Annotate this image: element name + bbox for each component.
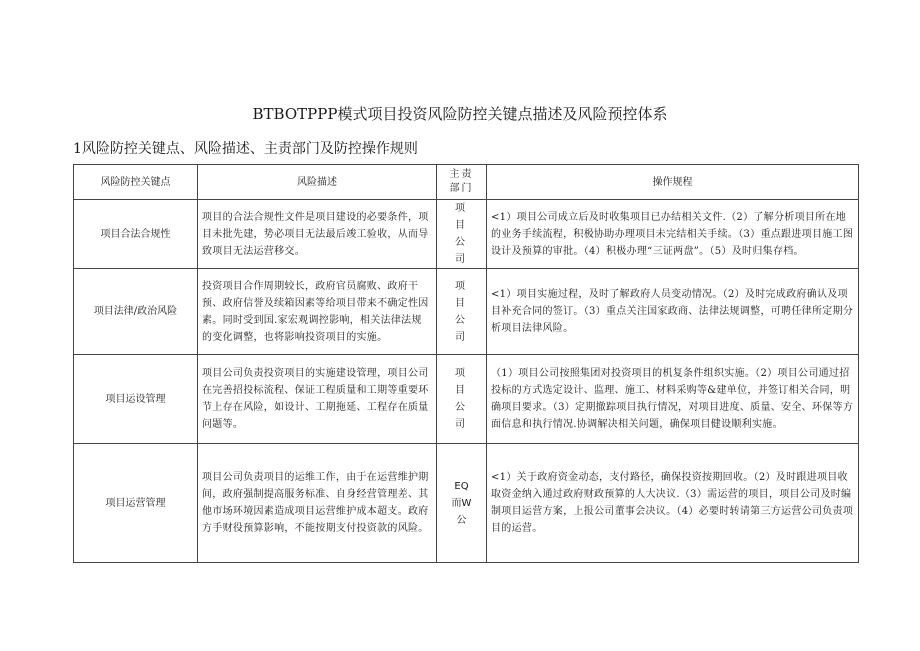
- operation-cell: <1）关于政府资金动态，支付路径，确保投资按期回收。（2）及时跟进项目收取资金纳入通过政府财政预算的人大决议.（3）需运营的项目，项目公司及时编制项目运营方案，上报公司董事会决议。（4）必要时转请第三方运营公司负责项目的运营。: [487, 444, 859, 563]
- key-point-cell: 项目运设管理: [74, 355, 198, 444]
- table-row: [74, 200, 859, 269]
- table-header-row: [74, 165, 859, 200]
- table-row: [74, 444, 859, 563]
- description-cell: 项目的合法合规性文件是项目建设的必要条件，项目未批先建，势必项目无法最后竣工验收，从而导致项目无法运营移交。: [198, 200, 437, 269]
- table-row: [74, 355, 859, 444]
- key-point-cell: 项目合法合规性: [74, 200, 198, 269]
- risk-control-table: [73, 164, 859, 563]
- key-point-cell: 项目法律/政治风险: [74, 269, 198, 355]
- section-heading: 1风险防控关键点、风险描述、主责部门及防控操作规则: [73, 141, 418, 157]
- description-cell: 项目公司负责项目的运维工作，由于在运营维护期间，政府强制提高服务标准、自身经营管理差、其他市场环境因素造成项目运营维护成本超支。政府方手财役预算影响，不能按期支付投资款的风险。: [198, 444, 437, 563]
- department-label: 项目公司: [455, 203, 468, 265]
- department-cell: [437, 269, 487, 355]
- header-key-point: 风险防控关键点: [74, 165, 198, 200]
- description-cell: 项目公司负责投资项目的实施建设管理，项目公司在完善招投标流程、保证工程质量和工期等重要环节上存在风险，如设计、工期拖延、工程存在质量问题等。: [198, 355, 437, 444]
- department-cell: [437, 355, 487, 444]
- department-cell: [437, 200, 487, 269]
- header-department: [437, 165, 487, 200]
- department-label: EQ而W公: [451, 480, 472, 526]
- header-department-label: 主责部门: [449, 169, 474, 194]
- header-operation: 操作规程: [487, 165, 859, 200]
- key-point-cell: 项目运营管理: [74, 444, 198, 563]
- operation-cell: （1）项目公司按照集团对投资项目的机复条件组织实施。（2）项目公司通过招投标的方式选定设计、监理、施工、材料采购等&建单位，并签订相关合同，明确项目要求。（3）定期撤踪项目执行情况，对项目进度、质量、安全、环保等方面信息和执行情况.协调解决相关问题，确保项目健设顺利实施。: [487, 355, 859, 444]
- table-row: [74, 269, 859, 355]
- department-cell: [437, 444, 487, 563]
- operation-cell: <1）项目公司成立后及时收集项目已办结相关文件.（2）了解分析项目所在地的业务手续流程，积极协助办理项目未完结相关手续。（3）重点跟进项目施工图设计及预算的审批。（4）积极办理“三证两盘”。（5）及时归集存档。: [487, 200, 859, 269]
- description-cell: 投资项目合作周期较长，政府官员腐败、政府干预、政府信誉及续箱因素等给项目带来不确定性因素。同时受到国.家宏观调控影响，相关法律法规的变化调整，也将影响投资项目的实施。: [198, 269, 437, 355]
- operation-cell: <1）项目实施过程，及时了解政府人员变动情况。（2）及时完成政府确认及项目补充合同的签订。（3）重点关注国家政商、法律法规调整，可聘任律所定期分析项目法律风险。: [487, 269, 859, 355]
- document-title: BTBOTPPP模式项目投资风险防控关键点描述及风险预控体系: [252, 105, 668, 123]
- department-label: 项目公司: [455, 280, 468, 343]
- department-label: 项目公司: [455, 368, 468, 430]
- header-description: 风险描述: [198, 165, 437, 200]
